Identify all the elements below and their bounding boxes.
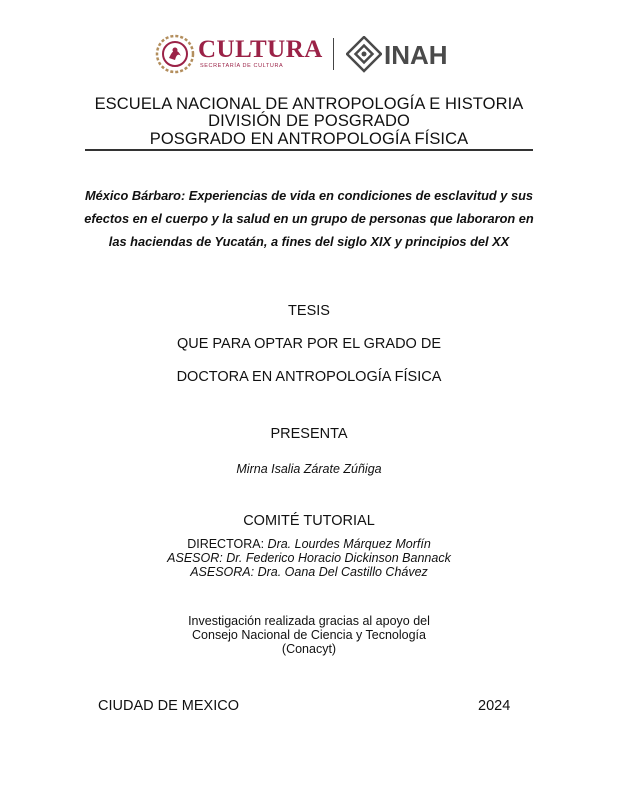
coat-of-arms-icon <box>155 34 195 74</box>
author-name: Mirna Isalia Zárate Zúñiga <box>236 462 382 476</box>
funding-line-3: (Conacyt) <box>281 642 337 656</box>
cultura-wordmark: CULTURA <box>198 36 323 63</box>
school-name: ESCUELA NACIONAL DE ANTROPOLOGÍA E HISTORIA <box>94 95 524 113</box>
logo-separator <box>333 38 334 70</box>
cultura-subtitle: SECRETARÍA DE CULTURA <box>200 63 284 69</box>
document-type: TESIS <box>288 303 330 319</box>
degree-line-2: DOCTORA EN ANTROPOLOGÍA FÍSICA <box>176 369 442 385</box>
thesis-title: México Bárbaro: Experiencias de vida en condiciones de esclavitud y sus efectos en el cuerpo y la salud en un grupo de personas que laboraron en las haciendas de Yucatán, a fines del siglo XIX y principios del XX <box>84 188 534 249</box>
advisor-line-1: ASESOR: Dr. Federico Horacio Dickinson Bannack <box>167 551 451 565</box>
director-line <box>0 537 618 551</box>
advisor-line-2: ASESORA: Dra. Oana Del Castillo Chávez <box>190 565 428 579</box>
director-name: Dra. Lourdes Márquez Morfín <box>264 537 431 551</box>
program-name: POSGRADO EN ANTROPOLOGÍA FÍSICA <box>149 130 469 148</box>
funding-line-2: Consejo Nacional de Ciencia y Tecnología <box>192 628 426 642</box>
degree-line-1: QUE PARA OPTAR POR EL GRADO DE <box>176 336 441 352</box>
presenta-label: PRESENTA <box>270 426 348 442</box>
inah-wordmark: INAH <box>384 40 448 70</box>
funding-line-1: Investigación realizada gracias al apoyo del <box>188 614 430 628</box>
city-label: CIUDAD DE MEXICO <box>98 698 239 714</box>
cultura-logo <box>155 34 323 74</box>
header-rule <box>85 149 533 151</box>
committee-heading: COMITÉ TUTORIAL <box>243 513 375 529</box>
year-label: 2024 <box>478 698 511 714</box>
director-label: DIRECTORA: <box>187 537 265 551</box>
inah-glyph-icon <box>346 36 382 74</box>
inah-logo <box>346 36 456 76</box>
division-name: DIVISIÓN DE POSGRADO <box>208 112 410 130</box>
